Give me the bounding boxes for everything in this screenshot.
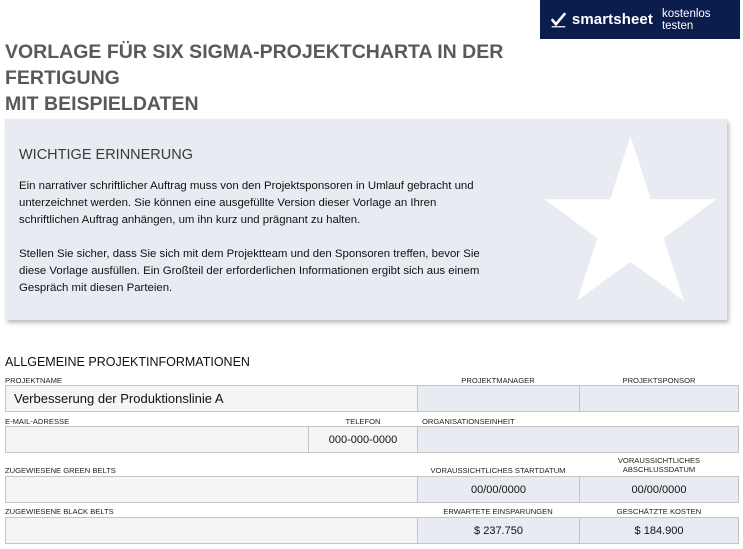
phone-field[interactable]: 000-000-0000: [308, 426, 418, 453]
page-title-line-2: MIT BEISPIELDATEN: [5, 93, 199, 115]
label-end-date-line-1: VORAUSSICHTLICHES: [617, 456, 701, 465]
label-org-unit: ORGANISATIONSEINHEIT: [422, 417, 515, 426]
savings-field[interactable]: $ 237.750: [417, 517, 580, 544]
label-black-belts: ZUGEWIESENE BLACK BELTS: [5, 507, 114, 516]
end-date-field[interactable]: 00/00/0000: [579, 476, 739, 503]
reminder-heading: WICHTIGE ERINNERUNG: [19, 147, 193, 163]
label-project-manager: PROJEKTMANAGER: [461, 376, 535, 385]
costs-field[interactable]: $ 184.900: [579, 517, 739, 544]
label-project-sponsor: PROJEKTSPONSOR: [622, 376, 696, 385]
project-sponsor-field[interactable]: [579, 385, 739, 412]
project-name-field[interactable]: Verbesserung der Produktionslinie A: [5, 385, 418, 412]
page-title-line-1: VORLAGE FÜR SIX SIGMA-PROJEKTCHARTA IN DER FERTIGUNG: [5, 41, 504, 89]
section-title: ALLGEMEINE PROJEKTINFORMATIONEN: [5, 355, 250, 369]
reminder-panel: [5, 119, 727, 320]
label-phone: TELEFON: [345, 417, 381, 426]
reminder-paragraph-2: Stellen Sie sicher, dass Sie sich mit dem Projektteam und den Sponsoren treffen, bevor Sie diese Vorlage ausfüllen. Ein Großteil der erforderlichen Informationen ergibt sich aus einem Gespräch mit diesen Parteien.: [19, 248, 480, 294]
label-end-date-line-2: ABSCHLUSSDATUM: [622, 465, 696, 474]
label-end-date: [579, 456, 739, 474]
smartsheet-banner[interactable]: [540, 0, 740, 39]
label-green-belts: ZUGEWIESENE GREEN BELTS: [5, 466, 116, 475]
label-savings: ERWARTETE EINSPARUNGEN: [443, 507, 553, 516]
org-unit-field[interactable]: [417, 426, 739, 453]
brand-name: smartsheet: [571, 11, 653, 28]
label-email: E-MAIL-ADRESSE: [5, 417, 70, 426]
free-trial-link[interactable]: kostenlos testen: [661, 7, 711, 32]
star-icon: [544, 136, 717, 301]
reminder-paragraph-1: Ein narrativer schriftlicher Auftrag muss von den Projektsponsoren in Umlauf gebracht und unterzeichnet werden. Sie können eine ausgefüllte Version dieser Vorlage an Ihren schriftlichen Auftrag anhängen, um ihn kurz und prägnant zu halten.: [19, 180, 474, 226]
label-costs: GESCHÄTZTE KOSTEN: [616, 507, 702, 516]
project-manager-field[interactable]: [417, 385, 580, 412]
email-field[interactable]: [5, 426, 309, 453]
page-title: [5, 39, 605, 117]
smartsheet-logo-icon: [550, 11, 567, 29]
black-belts-field[interactable]: [5, 517, 418, 544]
label-start-date: VORAUSSICHTLICHES STARTDATUM: [430, 466, 566, 475]
green-belts-field[interactable]: [5, 476, 418, 503]
start-date-field[interactable]: 00/00/0000: [417, 476, 580, 503]
label-project-name: PROJEKTNAME: [5, 376, 62, 385]
